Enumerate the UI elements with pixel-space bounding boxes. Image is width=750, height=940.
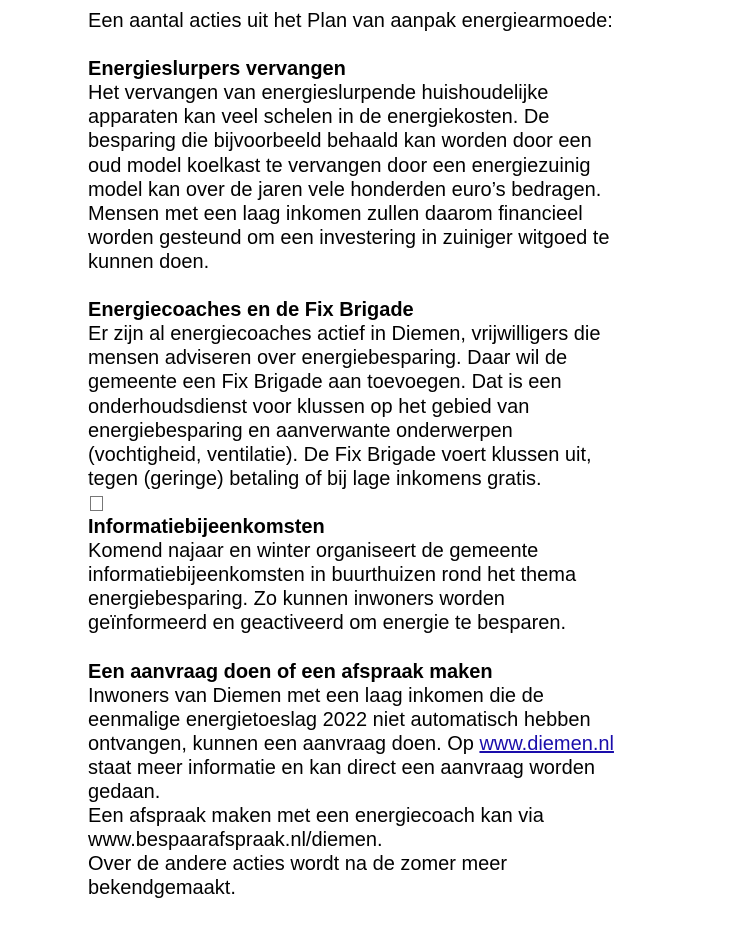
paragraph-line: energiebesparing. Zo kunnen inwoners worden [88,588,505,611]
link-line-prefix: ontvangen, kunnen een aanvraag doen. Op [88,732,480,755]
paragraph-line: tegen (geringe) betaling of bij lage inkomens gratis. [88,467,542,490]
paragraph-line-with-link [88,732,728,756]
paragraph-line: Er zijn al energiecoaches actief in Diemen, vrijwilligers die [88,323,601,346]
paragraph-line: besparing die bijvoorbeeld behaald kan worden door een [88,130,592,153]
paragraph-line: staat meer informatie en kan direct een aanvraag worden [88,756,595,779]
paragraph-line: Mensen met een laag inkomen zullen daarom financieel [88,202,583,225]
paragraph-line: energiebesparing en aanverwante onderwerpen [88,419,513,442]
section-heading-informatiebijeenkomsten: Informatiebijeenkomsten [88,515,325,538]
paragraph-line: model kan over de jaren vele honderden euro’s bedragen. [88,178,602,201]
section-heading-energieslurpers: Energieslurpers vervangen [88,58,346,81]
paragraph-line: Inwoners van Diemen met een laag inkomen die de [88,684,544,707]
paragraph-line: geïnformeerd en geactiveerd om energie te besparen. [88,612,567,635]
document-page [88,9,728,900]
paragraph-line: kunnen doen. [88,250,210,273]
spacer [88,33,728,57]
diemen-website-link[interactable]: www.diemen.nl [479,732,614,755]
paragraph-line: apparaten kan veel schelen in de energiekosten. De [88,106,550,129]
paragraph-line: gedaan. [88,781,161,803]
paragraph-line: worden gesteund om een investering in zuiniger witgoed te [88,226,610,249]
paragraph-line: informatiebijeenkomsten in buurthuizen rond het thema [88,564,577,587]
paragraph-line: Een afspraak maken met een energiecoach kan via [88,805,544,828]
paragraph-line: gemeente een Fix Brigade aan toevoegen. Dat is een [88,371,562,394]
paragraph-line: oud model koelkast te vervangen door een energiezuinig [88,154,591,177]
paragraph-line: Over de andere acties wordt na de zomer meer [88,853,508,876]
spacer [88,274,728,298]
paragraph-line: (vochtigheid, ventilatie). De Fix Brigade voert klussen uit, [88,443,592,466]
spacer [88,635,728,659]
paragraph-line: Komend najaar en winter organiseert de gemeente [88,540,539,563]
paragraph-line: mensen adviseren over energiebesparing. Daar wil de [88,347,568,370]
missing-glyph-icon [90,496,103,511]
section-heading-energiecoaches: Energiecoaches en de Fix Brigade [88,299,414,322]
missing-glyph-line [88,491,728,515]
paragraph-line: eenmalige energietoeslag 2022 niet automatisch hebben [88,708,591,731]
paragraph-line: bekendgemaakt. [88,877,236,900]
section-heading-aanvraag: Een aanvraag doen of een afspraak maken [88,660,493,683]
paragraph-line: Het vervangen van energieslurpende huishoudelijke [88,82,549,105]
paragraph-line: www.bespaarafspraak.nl/diemen. [88,829,383,852]
paragraph-line: onderhoudsdienst voor klussen op het gebied van [88,395,530,418]
intro-text: Een aantal acties uit het Plan van aanpak energiearmoede: [88,10,613,32]
